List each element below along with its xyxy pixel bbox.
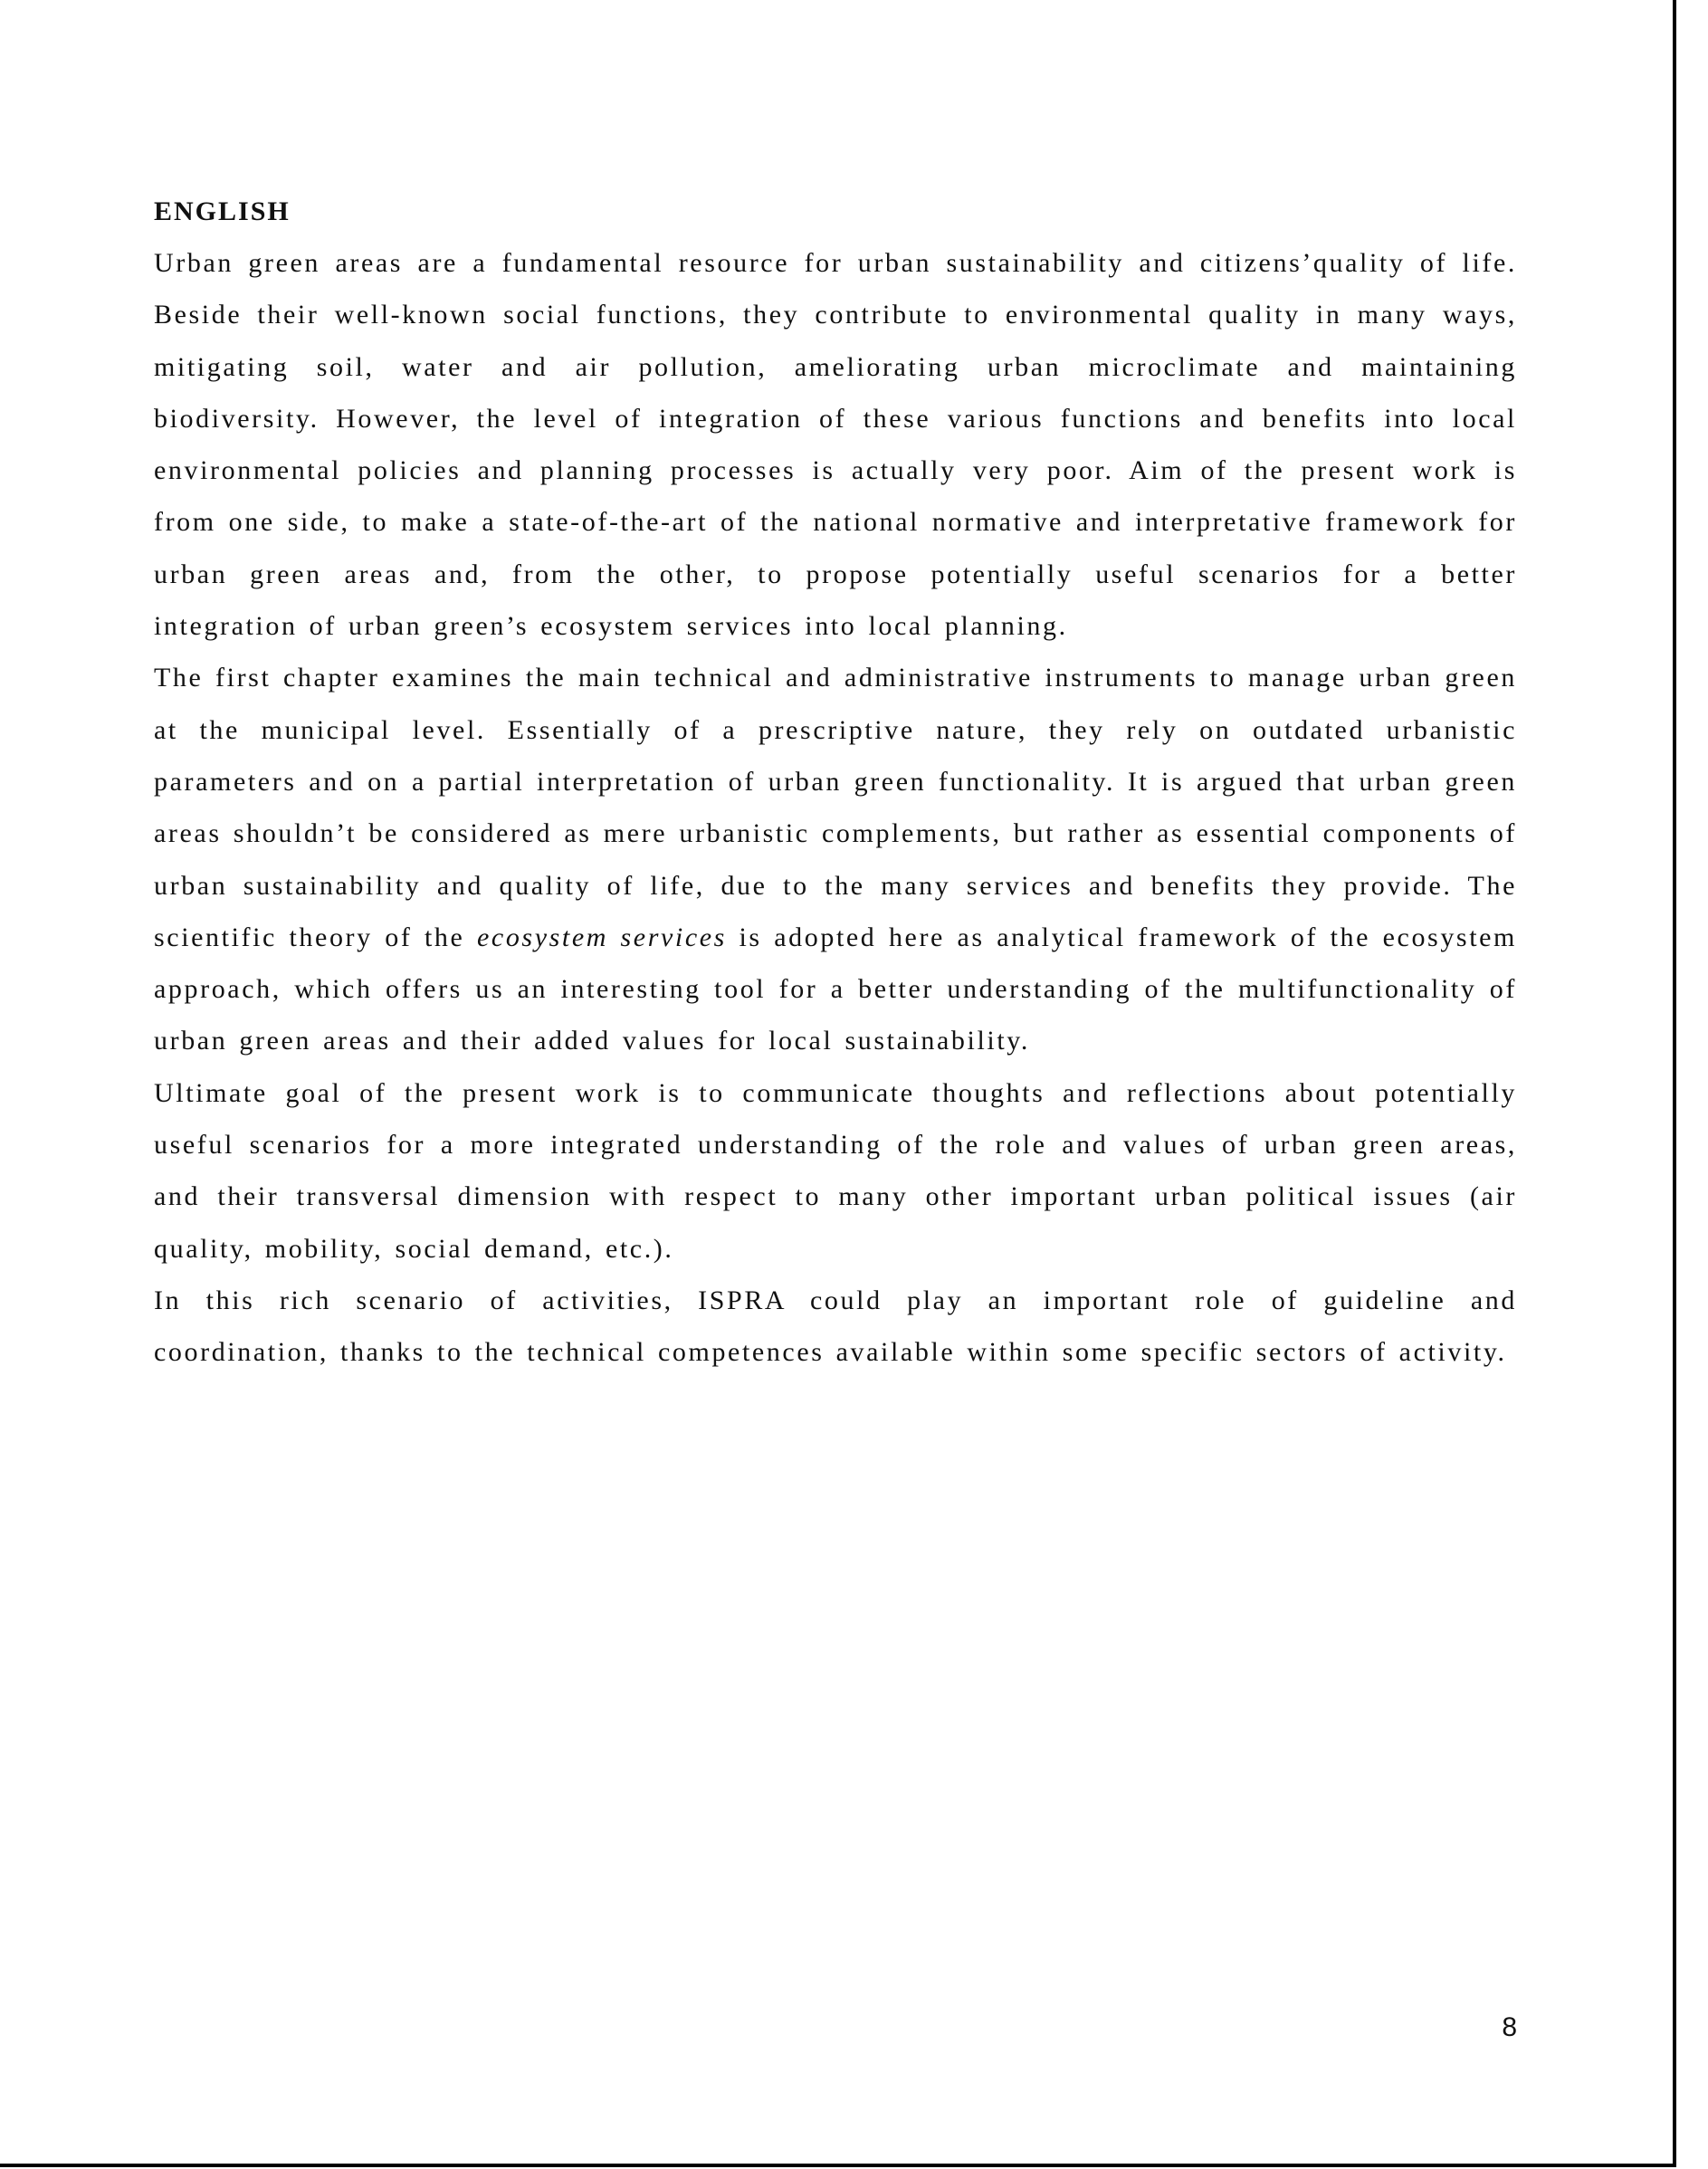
paragraph-first-chapter — [154, 652, 1517, 1066]
italic-term: ecosystem services — [476, 922, 727, 952]
page-border-bottom — [0, 2164, 1676, 2167]
page-border-right — [1673, 0, 1676, 2165]
paragraph-text: is adopted here as analytical framework of the ecosystem approach, which offers us an interesting tool for a better understanding of the multifunctionality of urban green areas and their added values for local sustainability. — [154, 922, 1517, 1056]
paragraph-ispra: In this rich scenario of activities, ISPRA could play an important role of guideline and coordination, thanks to the technical competences available within some specific sectors of activity. — [154, 1285, 1517, 1368]
page-number: 8 — [1502, 2012, 1517, 2042]
paragraph-text: The first chapter examines the main technical and administrative instruments to manage urban green at the municipal level. Essentially of a prescriptive nature, they rely on outdated urbanistic parameters and on a partial interpretation of urban green functionality. It is argued that urban green areas shouldn’t be considered as mere urbanistic complements, but rather as essential components of urban sustainability and quality of life, due to the many services and benefits they provide. The scientific theory of the — [154, 663, 1517, 952]
paragraph-intro: Urban green areas are a fundamental resource for urban sustainability and citizens’quality of life. Beside their well-known social functions, they contribute to environmental quality in many ways, mitigating soil, water and air pollution, ameliorating urban microclimate and maintaining biodiversity. However, the level of integration of these various functions and benefits into local environmental policies and planning processes is actually very poor. Aim of the present work is from one side, to make a state-of-the-art of the national normative and interpretative framework for urban green areas and, from the other, to propose potentially useful scenarios for a better integration of urban green’s ecosystem services into local planning. — [154, 248, 1517, 642]
document-body — [154, 192, 1517, 1379]
section-heading: ENGLISH — [154, 196, 291, 226]
paragraph-ultimate-goal: Ultimate goal of the present work is to communicate thoughts and reflections about potentially useful scenarios for a more integrated understanding of the role and values of urban green areas, and their transversal dimension with respect to many other important urban political issues (air quality, mobility, social demand, etc.). — [154, 1077, 1517, 1264]
